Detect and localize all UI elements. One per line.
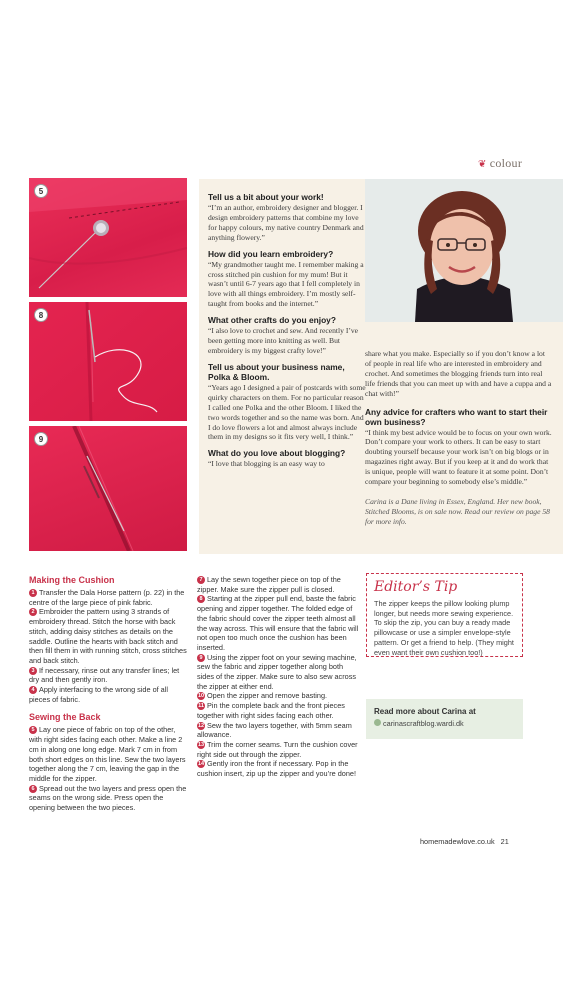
step-number: 14 [197, 761, 205, 768]
editors-tip-text: The zipper keeps the pillow looking plump longer, but needs more sewing experience. To skip the zip, you can buy a ready made pillowcase or use a simpler envelope-style pattern. Or get a friend to help. (They might even want their own cushion too!) [374, 599, 514, 657]
read-more-title: Read more about Carina at [374, 707, 476, 716]
sewing-back-heading: Sewing the Back [29, 712, 101, 723]
step-text: Spread out the two layers and press open the seams on the wrong side. Press open the opening between the two pieces. [29, 783, 187, 813]
step-item [29, 607, 189, 665]
instructions-column-1 [29, 575, 189, 813]
interview-question: Any advice for crafters who want to start their own business? [365, 406, 548, 427]
step-item [197, 575, 360, 594]
read-more-box [366, 699, 523, 739]
interview-answer: “I think my best advice would be to focus on your own work. Don’t compare your work to others. It can be easy to start doubting yourself because your work isn’t on big blogs or in magazines right away. But if you keep at it and do work that is unique, people will want to feature it at some point. Don’t compare your beginning to somebody else’s middle.” [365, 427, 552, 487]
editors-tip-box [366, 573, 523, 657]
fabric-pin-illustration [29, 178, 187, 297]
interview-answer: “Years ago I designed a pair of postcards with some quirky characters on them. For no particular reason I called one Polka and the other Bloom. I liked the two words together and so the name was born. And I do love flowers a lot and almost always include them in my designs so it fits very well, I think.” [208, 382, 366, 442]
step-text: Gently iron the front if necessary. Pop in the cushion insert, zip up the zipper and you’re done! [197, 759, 357, 779]
step-item [197, 653, 360, 692]
step-text: Lay one piece of fabric on top of the other, with right sides facing each other. Make a line 2 cm in along one long edge. Mark 7 cm in from both short edges on this line. Sew the two layers together along the 7 cm, leaving the gap in the middle for the zipper. [29, 725, 186, 783]
step-number-badge: 5 [34, 184, 48, 198]
step-photo-9 [29, 426, 187, 551]
blog-url[interactable]: carinascraftblog.wardi.dk [383, 719, 464, 728]
read-more-link[interactable] [374, 719, 515, 728]
step-item [197, 691, 360, 701]
step-text: Using the zipper foot on your sewing machine, sew the fabric and zipper together along both sides of the zipper. Make sure to also sew across the zipper at either end. [197, 652, 357, 691]
footer-separator [497, 837, 499, 846]
heart-bullet-icon: ❦ [478, 159, 487, 170]
link-icon [374, 719, 381, 726]
author-bio: Carina is a Dane living in Essex, England. Her new book, Stitched Blooms, is on sale now. Read our review on page 58 for more info. [365, 496, 550, 526]
step-number: 13 [197, 741, 205, 748]
step-text: Open the zipper and remove basting. [207, 691, 328, 701]
step-item [29, 588, 189, 607]
step-text: Lay the sewn together piece on top of the zipper. Make sure the zipper pull is closed. [197, 575, 341, 594]
step-item [197, 701, 360, 720]
interview-answer: “My grandmother taught me. I remember making a cross stitched pin cushion for my mum! But it wasn’t until 6-7 years ago that I fell completely in love with all things embroidery. I’m mostly self-taught from books and the internet.” [208, 259, 364, 309]
interview-question: What other crafts do you enjoy? [208, 315, 336, 326]
step-number: 10 [197, 693, 205, 700]
step-number: 12 [197, 722, 205, 729]
step-number-badge: 8 [34, 308, 48, 322]
section-label: colour [489, 156, 523, 170]
step-number: 1 [29, 589, 37, 597]
step-item [29, 685, 189, 704]
step-number-badge: 9 [34, 432, 48, 446]
step-item [29, 666, 189, 685]
step-text: Apply interfacing to the wrong side of all pieces of fabric. [29, 685, 168, 704]
step-number: 6 [29, 785, 37, 793]
interview-question: Tell us about your business name, Polka & Bloom. [208, 361, 345, 382]
step-number: 2 [29, 608, 37, 616]
interview-answer: “I’m an author, embroidery designer and blogger. I design embroidery patterns that combine my love for happy colours, my native country Denmark and anything flowery.” [208, 203, 364, 242]
step-text: Pin the complete back and the front pieces together with right sides facing each other. [197, 701, 345, 720]
step-number: 4 [29, 686, 37, 694]
instructions-column-2 [197, 575, 360, 779]
interview-answer: “I love that blogging is an easy way to [208, 459, 325, 469]
footer-site: homemadewlove.co.uk [420, 837, 495, 846]
fabric-zipper-illustration [29, 426, 187, 551]
interview-panel [199, 179, 563, 554]
interview-answer-continued: share what you make. Especially so if you don’t know a lot of people in real life who are interested in embroidery and crochet. And sometimes the blogging friends turn into real life friends that you can meet up with and have a cuppa and a chat with!” [365, 349, 552, 398]
step-text: Starting at the zipper pull end, baste the fabric opening and zipper together. The folded edge of the fabric should cover the zipper teeth almost all the way across. This will ensure that the fabric will not open too much once the cushion has been inserted. [197, 594, 359, 652]
step-item [197, 740, 360, 759]
interview-question: How did you learn embroidery? [208, 248, 334, 259]
author-portrait [365, 179, 563, 322]
step-item [29, 725, 189, 783]
interview-question: What do you love about blogging? [208, 448, 346, 459]
interview-answer: “I also love to crochet and sew. And recently I’ve been getting more into knitting as well. But embroidery is my biggest crafty love!” [208, 326, 359, 355]
page-number: 21 [500, 837, 509, 846]
section-tag [478, 156, 522, 171]
step-number: 5 [29, 726, 37, 734]
step-number: 9 [197, 654, 205, 662]
step-number: 7 [197, 576, 205, 584]
step-text: Transfer the Dala Horse pattern (p. 22) in the centre of the large piece of pink fabric. [29, 588, 185, 607]
step-number: 8 [197, 595, 205, 603]
step-photo-5 [29, 178, 187, 297]
step-item [197, 594, 360, 652]
interview-right-column [365, 348, 553, 527]
page-footer [420, 837, 509, 846]
step-item [197, 721, 360, 740]
step-text: Embroider the pattern using 3 strands of embroidery thread. Stitch the horse with back stitch, adding daisy stitches as details on the saddle. Outline the hearts with back stitch and then fill them in with running stitch, cross stitches and back stitch. [29, 607, 187, 665]
step-number: 11 [198, 703, 204, 710]
step-item [197, 759, 360, 778]
making-cushion-heading: Making the Cushion [29, 575, 115, 585]
editors-tip-title: Editor’s Tip [374, 579, 458, 595]
interview-left-column [208, 192, 368, 469]
step-text: Sew the two layers together, with 5mm seam allowance. [197, 720, 352, 740]
portrait-illustration [365, 179, 563, 322]
step-text: If necessary, rinse out any transfer lines; let dry and then gently iron. [29, 665, 180, 685]
step-number: 3 [29, 667, 37, 675]
step-photo-8 [29, 302, 187, 421]
fabric-needle-thread-illustration [29, 302, 187, 421]
step-text: Trim the corner seams. Turn the cushion cover right side out through the zipper. [197, 739, 358, 759]
step-item [29, 784, 189, 813]
interview-question: Tell us a bit about your work! [208, 192, 324, 202]
